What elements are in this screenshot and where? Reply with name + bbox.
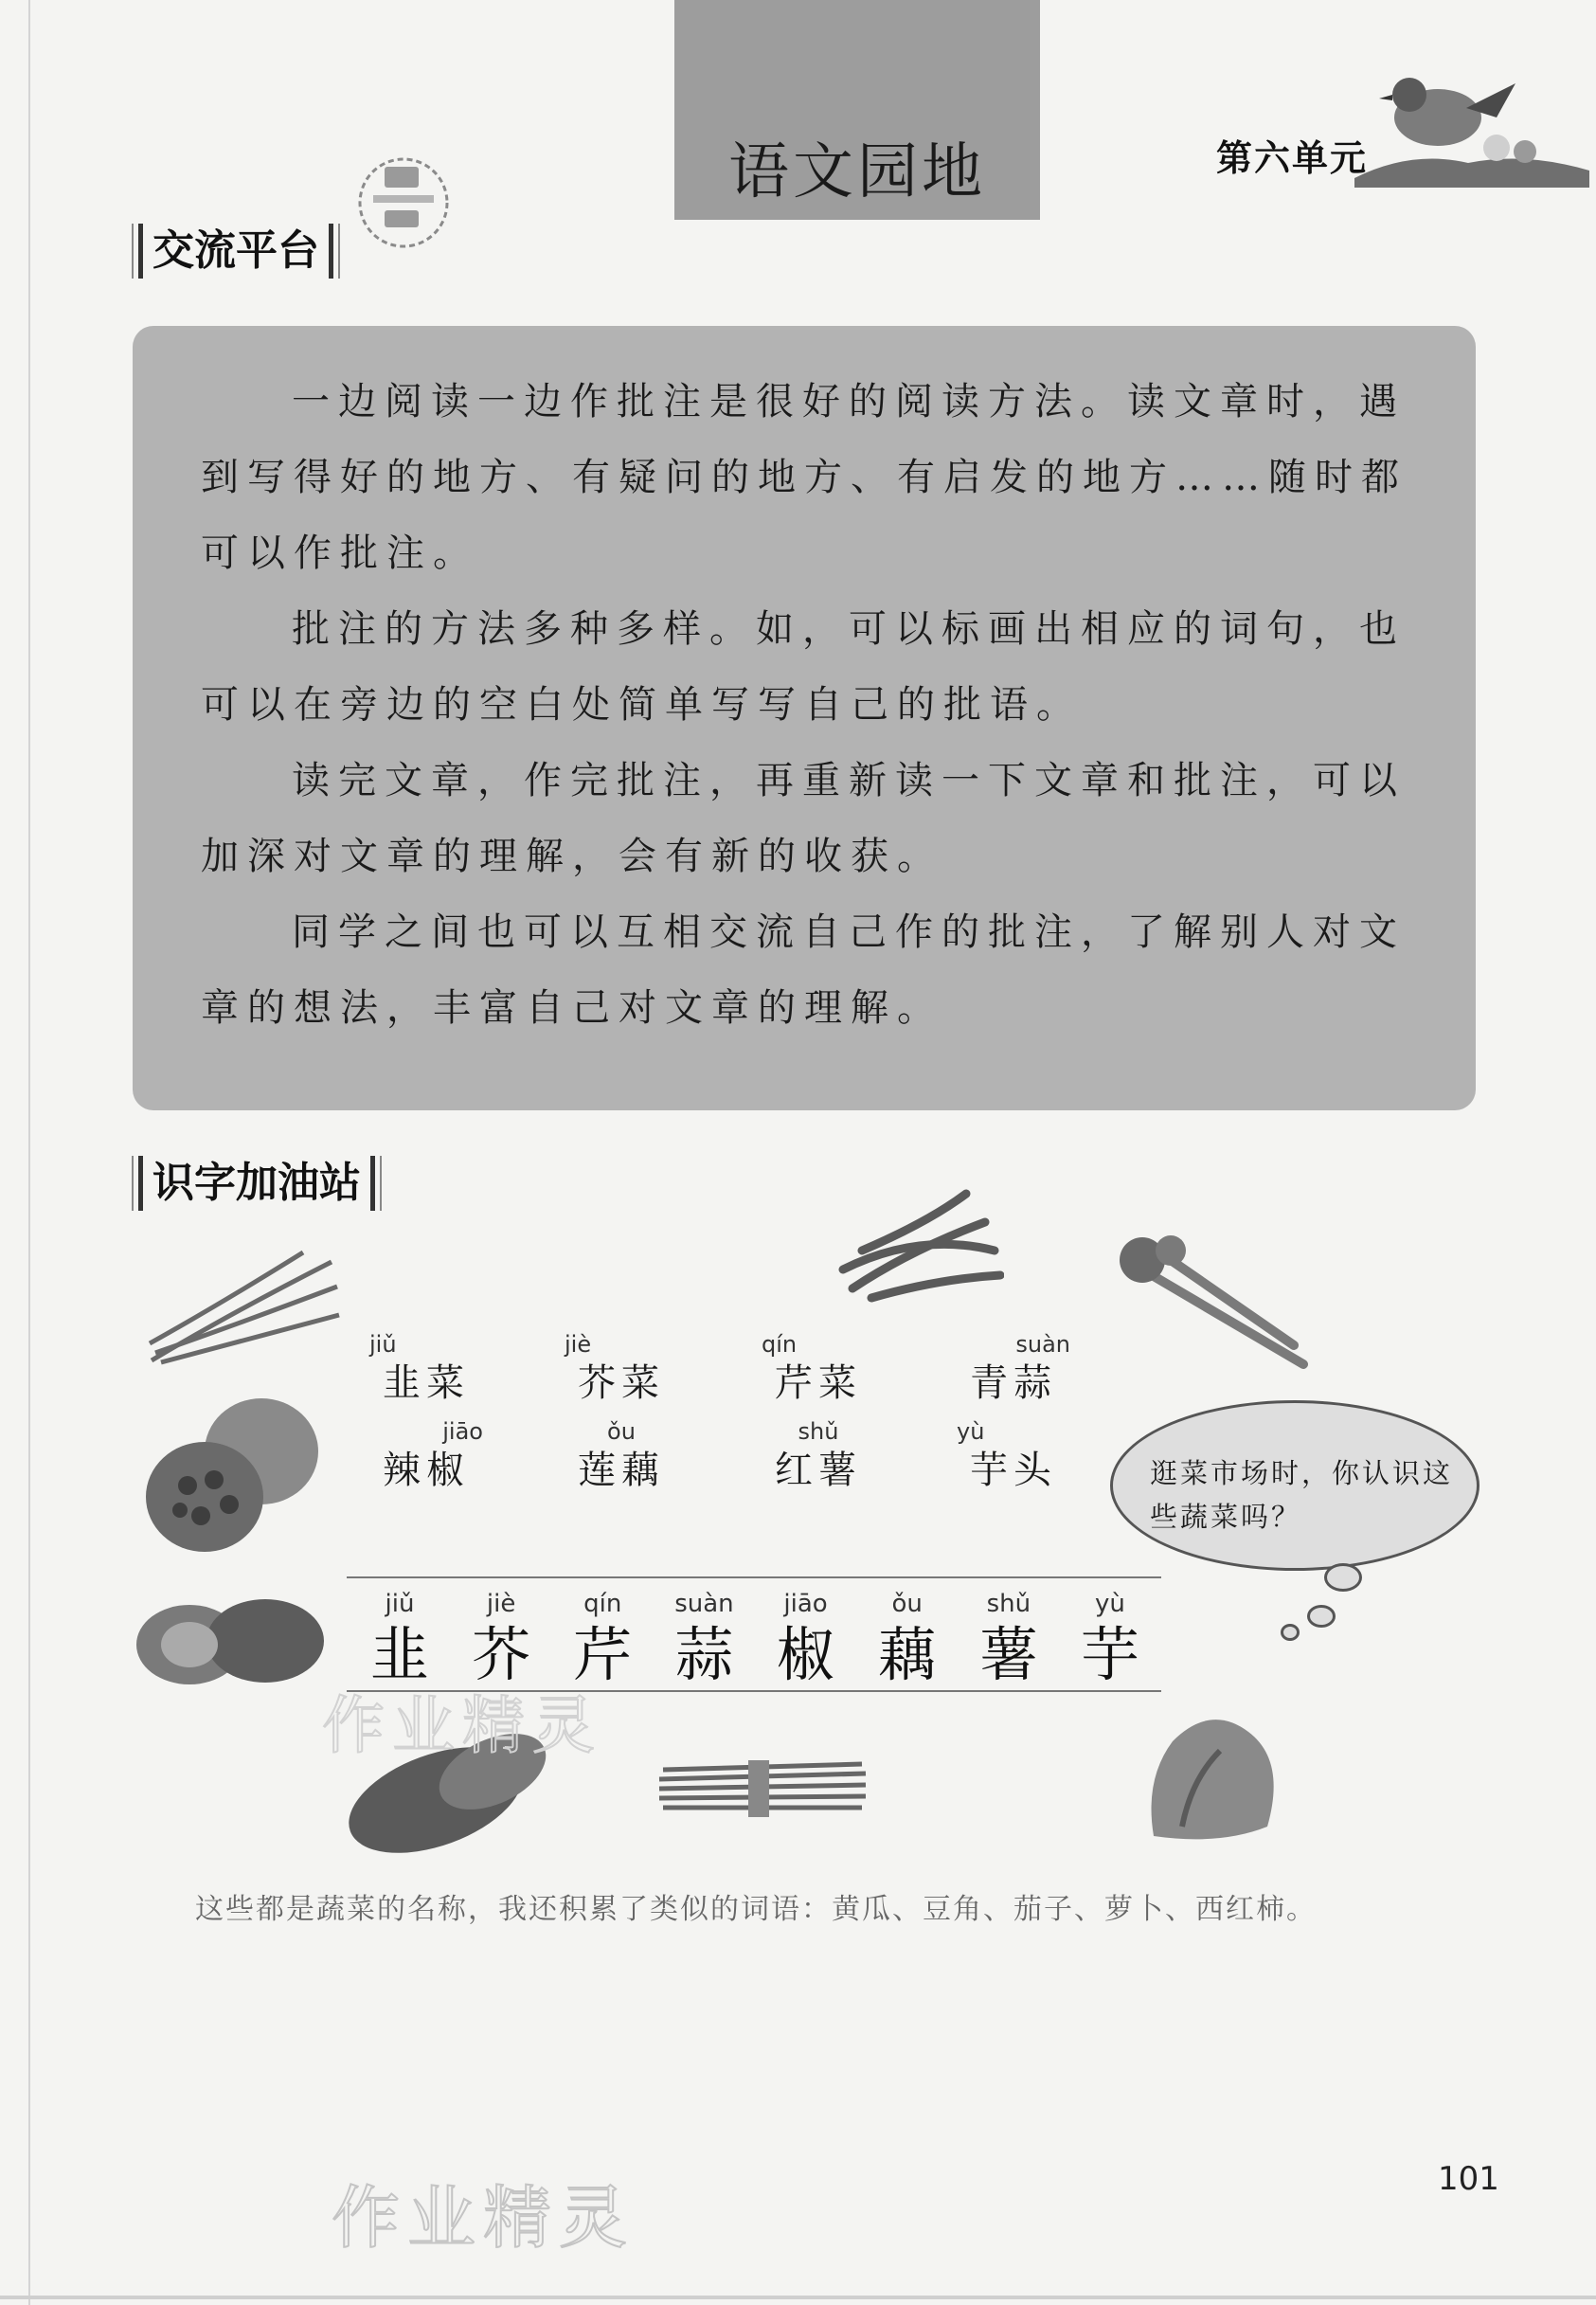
section-heading-literacy: 识字加油站	[138, 1156, 375, 1211]
word: 红薯	[775, 1449, 862, 1492]
character: 芋	[1080, 1620, 1139, 1689]
chili-pepper-illustration	[834, 1184, 1004, 1307]
pinyin: jiè	[486, 1590, 516, 1618]
character: 蒜	[674, 1620, 734, 1689]
vocab-word-qingsuan	[957, 1330, 1070, 1408]
word: 韭菜	[383, 1361, 470, 1405]
word: 芥菜	[578, 1361, 665, 1405]
vocab-word-jiucai	[369, 1330, 483, 1408]
word: 青蒜	[970, 1361, 1057, 1405]
exchange-platform-text	[201, 364, 1432, 1046]
vocab-word-yutou	[957, 1417, 1070, 1495]
chives-illustration	[142, 1249, 341, 1372]
character-ou	[860, 1588, 955, 1690]
pinyin: qín	[583, 1590, 622, 1618]
egg-shape	[1483, 135, 1510, 161]
pinyin: shǔ	[986, 1590, 1031, 1618]
word: 芋头	[970, 1449, 1057, 1492]
character-strip	[352, 1588, 1157, 1690]
character-qin	[555, 1588, 650, 1690]
character: 薯	[978, 1620, 1038, 1689]
unit-label: 第六单元	[1216, 137, 1369, 179]
paragraph: 读完文章，作完批注，再重新读一下文章和批注，可以加深对文章的理解，会有新的收获。	[201, 759, 1406, 878]
egg-shape	[1514, 140, 1536, 163]
bird-head	[1392, 78, 1426, 112]
vocab-word-lianou	[565, 1417, 678, 1495]
pinyin: jiāo	[442, 1418, 483, 1445]
pinyin: jiāo	[783, 1590, 828, 1618]
note-line: 这些都是蔬菜的名称，我还积累了类似的词语：黄瓜、豆角、茄子、萝卜、西红柿。	[195, 1893, 1317, 1926]
page-title: 语文园地	[728, 137, 986, 207]
vocab-word-qincai	[762, 1330, 875, 1408]
pinyin: yù	[1095, 1590, 1125, 1618]
strip-top-line	[347, 1576, 1161, 1578]
page-edge-rule	[28, 0, 30, 2305]
pinyin: jiǔ	[385, 1590, 415, 1618]
word: 芹菜	[775, 1361, 862, 1405]
svg-text:作业精灵: 作业精灵	[332, 2178, 635, 2258]
mustard-greens-illustration	[1135, 1703, 1286, 1846]
bubble-dot	[1324, 1563, 1362, 1592]
character: 芥	[472, 1620, 531, 1689]
celery-illustration	[1114, 1232, 1322, 1374]
bottom-rule	[0, 2296, 1596, 2299]
vocab-word-jiecai	[565, 1330, 678, 1408]
watermark	[322, 1681, 635, 1766]
character-suan	[656, 1588, 751, 1690]
paragraph: 批注的方法多种多样。如，可以标画出相应的词句，也可以在旁边的空白处简单写写自己的批语。	[201, 607, 1406, 727]
pinyin: ǒu	[607, 1418, 636, 1445]
section-heading-exchange: 交流平台	[138, 224, 333, 279]
page-number: 101	[1438, 2160, 1499, 2198]
thought-bubble-text: 逛菜市场时，你认识这些蔬菜吗？	[1150, 1457, 1454, 1533]
long-beans-illustration	[654, 1741, 871, 1827]
pinyin: suàn	[1015, 1331, 1070, 1358]
pinyin: ǒu	[891, 1590, 923, 1618]
character-jiu	[352, 1588, 447, 1690]
character: 芹	[573, 1620, 633, 1689]
grass-shape	[1354, 159, 1589, 189]
bird-beak	[1379, 95, 1392, 100]
paragraph: 同学之间也可以互相交流自己作的批注，了解别人对文章的想法，丰富自己对文章的理解。	[201, 910, 1406, 1030]
word: 莲藕	[578, 1449, 665, 1492]
character-jiao	[759, 1588, 853, 1690]
character-shu	[961, 1588, 1056, 1690]
pinyin: jiǔ	[369, 1331, 397, 1358]
vocab-word-hongshu	[762, 1417, 875, 1495]
vocab-word-lajiao	[369, 1417, 483, 1495]
character-jie	[454, 1588, 548, 1690]
svg-text:作业精灵: 作业精灵	[322, 1689, 602, 1762]
bubble-dot	[1281, 1624, 1300, 1641]
stamp-seal	[352, 152, 455, 254]
watermark	[332, 2170, 635, 2264]
lotus-root-illustration	[138, 1393, 328, 1554]
word: 辣椒	[383, 1449, 470, 1492]
character: 韭	[369, 1620, 429, 1689]
character-yu	[1063, 1588, 1157, 1690]
sparrow-illustration	[1354, 64, 1591, 188]
pinyin: jiè	[565, 1331, 592, 1358]
paragraph: 一边阅读一边作批注是很好的阅读方法。读文章时，遇到写得好的地方、有疑问的地方、有启发的地方……随时都可以作批注。	[201, 380, 1408, 575]
pinyin: yù	[957, 1418, 985, 1445]
pinyin: suàn	[674, 1590, 734, 1618]
pinyin: shǔ	[798, 1418, 839, 1445]
pinyin: qín	[762, 1331, 798, 1358]
taro-illustration	[133, 1588, 332, 1692]
bubble-dot	[1307, 1605, 1336, 1628]
character: 藕	[877, 1620, 937, 1689]
character: 椒	[776, 1620, 835, 1689]
